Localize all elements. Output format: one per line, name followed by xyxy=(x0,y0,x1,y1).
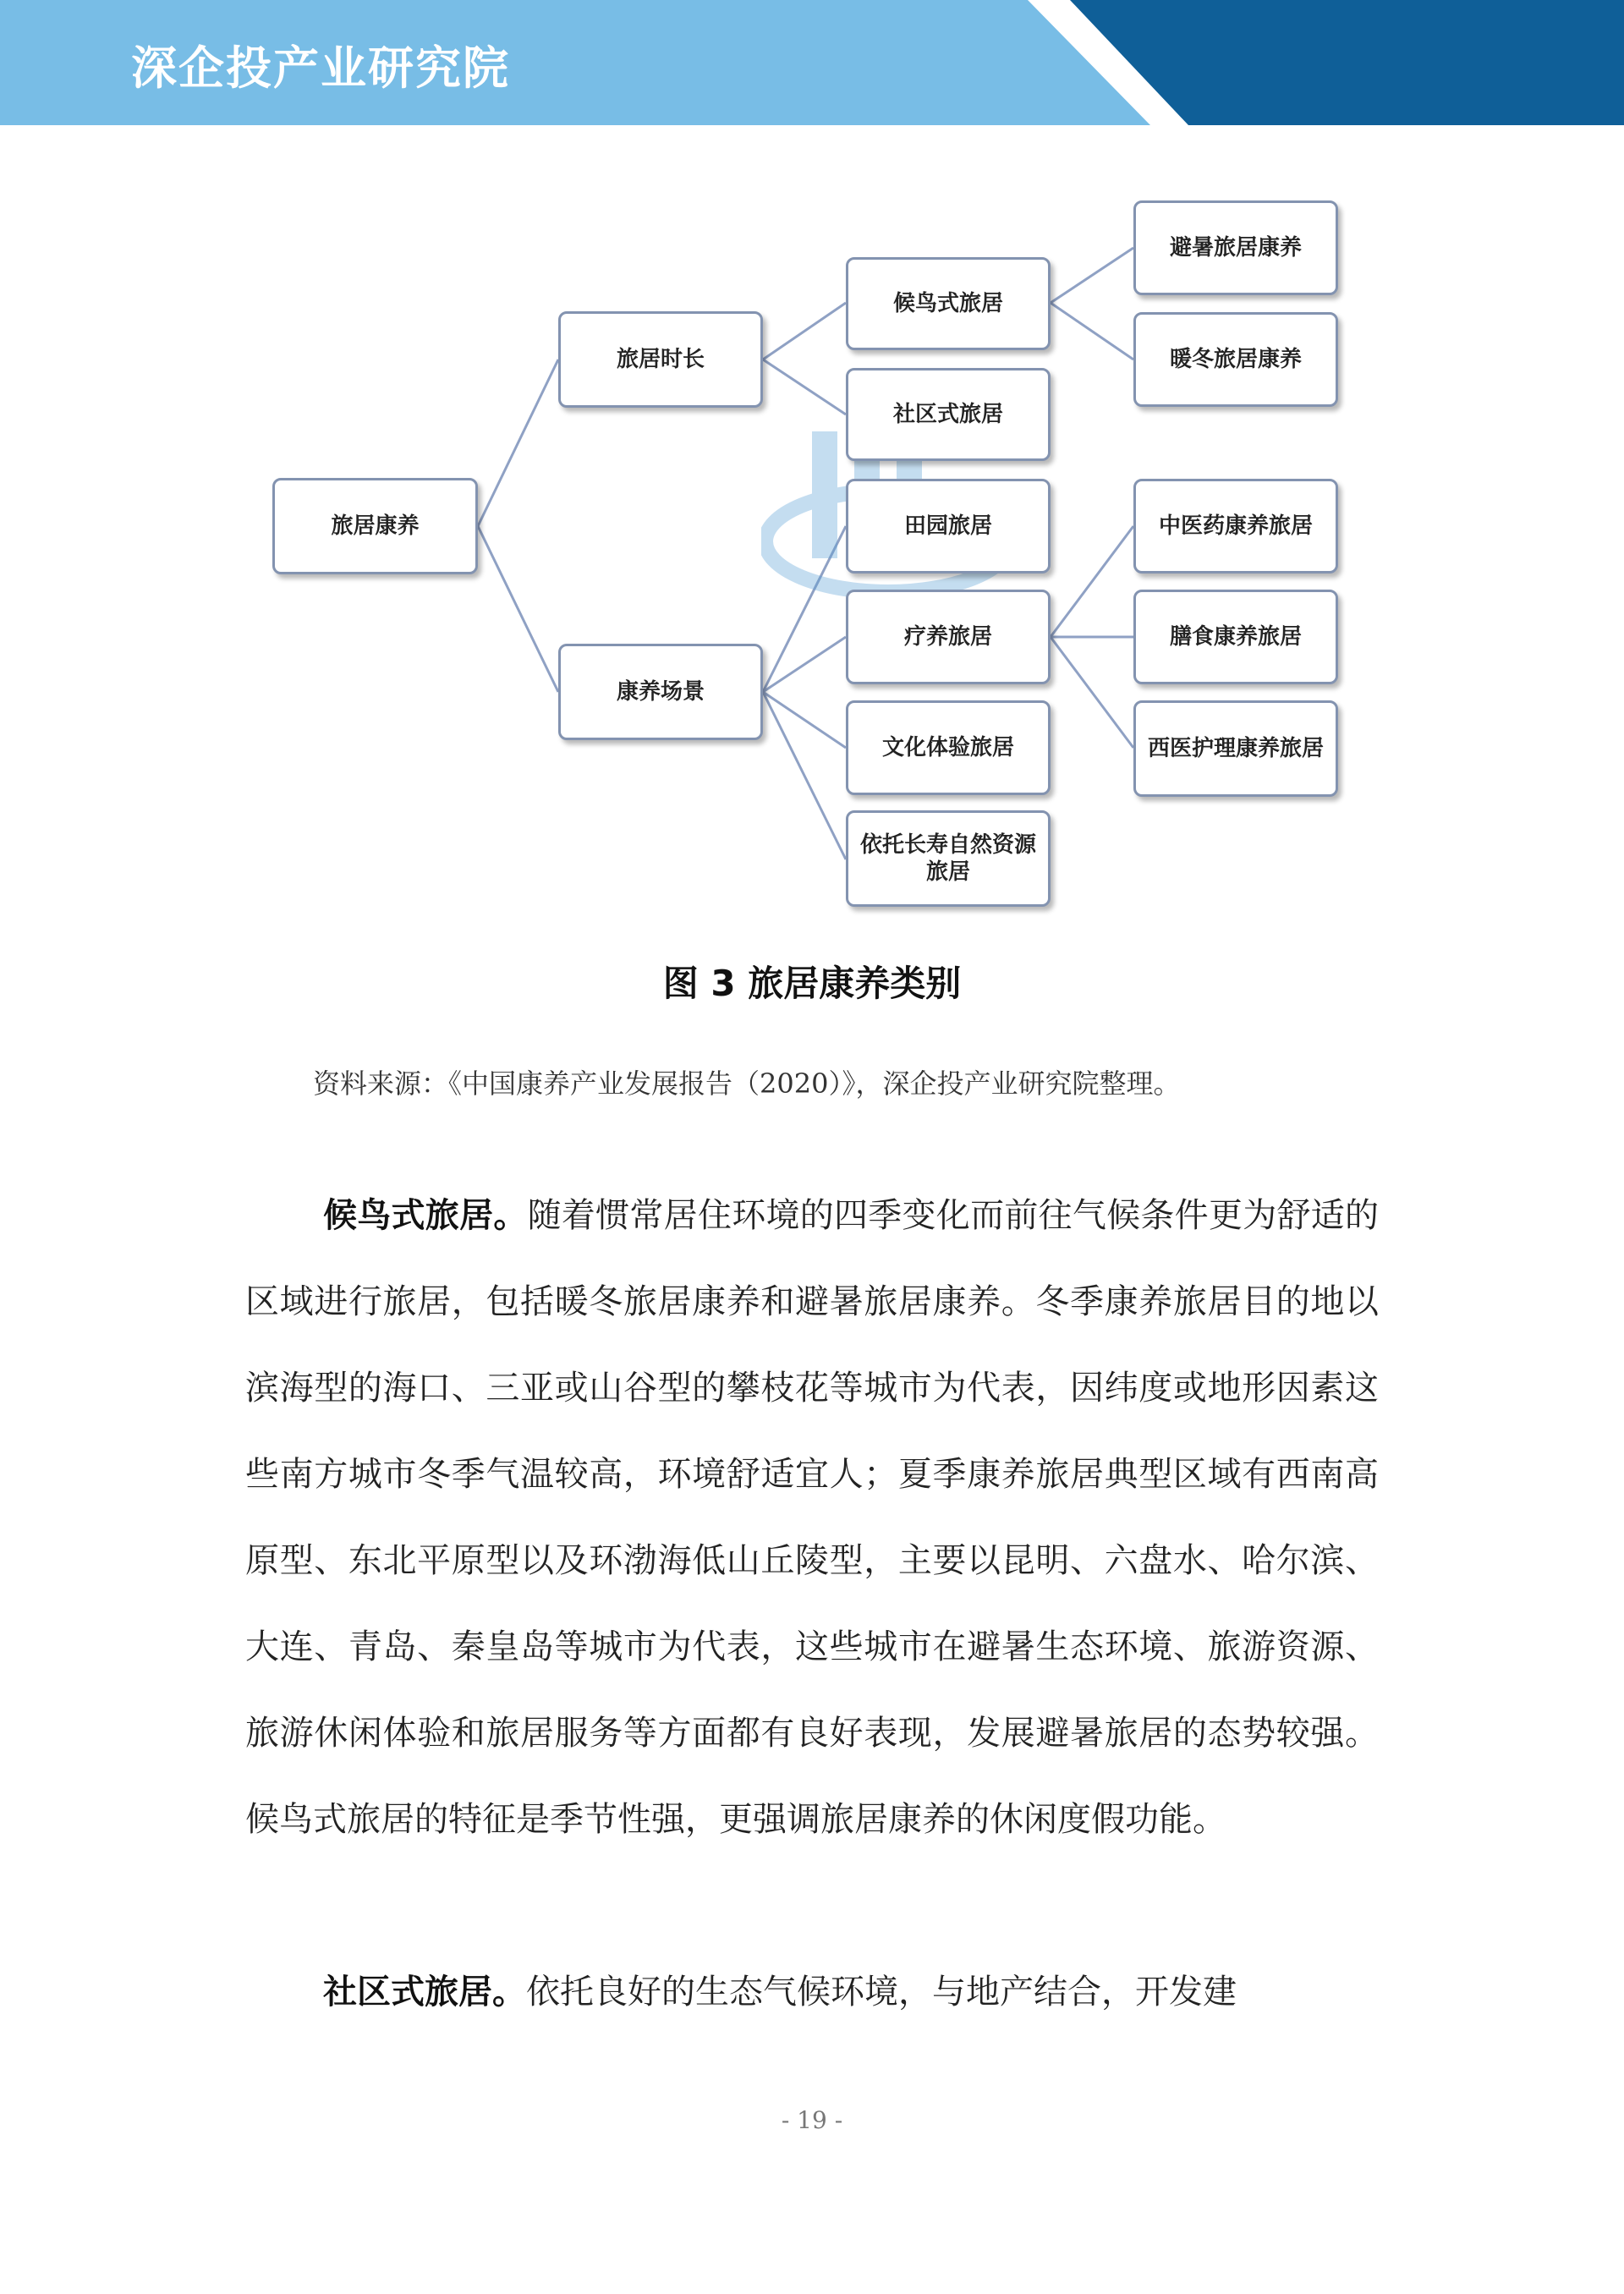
node-longevity: 依托长寿自然资源旅居 xyxy=(846,810,1051,907)
node-diet: 膳食康养旅居 xyxy=(1133,590,1338,684)
paragraph-text: 随着惯常居住环境的四季变化而前往气候条件更为舒适的区域进行旅居，包括暖冬旅居康养和避暑旅居康养。冬季康养旅居目的地以滨海型的海口、三亚或山谷型的攀枝花等城市为代表，因纬度或地形因素这些南方城市冬季气温较高，环境舒适宜人；夏季康养旅居典型区域有西南高原型、东北平原型以及环渤海低山丘陵型，主要以昆明、六盘水、哈尔滨、大连、青岛、秦皇岛等城市为代表，这些城市在避暑生态环境、旅游资源、旅游休闲体验和旅居服务等方面都有良好表现，发展避暑旅居的态势较强。候鸟式旅居的特征是季节性强，更强调旅居康养的休闲度假功能。 xyxy=(245,1196,1380,1839)
node-pastoral: 田园旅居 xyxy=(846,479,1051,574)
node-duration: 旅居时长 xyxy=(558,311,763,408)
node-therapy: 疗养旅居 xyxy=(846,590,1051,684)
paragraph-lead: 候鸟式旅居。 xyxy=(323,1196,528,1235)
node-winter: 暖冬旅居康养 xyxy=(1133,312,1338,407)
paragraph-migratory xyxy=(245,1172,1379,1863)
paragraph-lead: 社区式旅居。 xyxy=(323,1973,526,2011)
figure-caption: 图 3 旅居康养类别 xyxy=(662,963,962,1004)
source-note: 资料来源：《中国康养产业发展报告（2020）》，深企投产业研究院整理。 xyxy=(313,1067,1181,1100)
node-root: 旅居康养 xyxy=(272,478,478,574)
category-diagram xyxy=(0,0,1624,930)
node-community: 社区式旅居 xyxy=(846,368,1051,461)
node-western: 西医护理康养旅居 xyxy=(1133,700,1338,797)
header-title: 深企投产业研究院 xyxy=(131,41,510,95)
node-migratory: 候鸟式旅居 xyxy=(846,257,1051,350)
node-tcm: 中医药康养旅居 xyxy=(1133,479,1338,574)
node-culture: 文化体验旅居 xyxy=(846,700,1051,795)
page-number: - 19 - xyxy=(781,2106,843,2134)
paragraph-text: 依托良好的生态气候环境，与地产结合，开发建 xyxy=(526,1973,1237,2011)
paragraph-community xyxy=(245,1949,1379,2035)
node-summer: 避暑旅居康养 xyxy=(1133,200,1338,295)
node-scene: 康养场景 xyxy=(558,644,763,740)
